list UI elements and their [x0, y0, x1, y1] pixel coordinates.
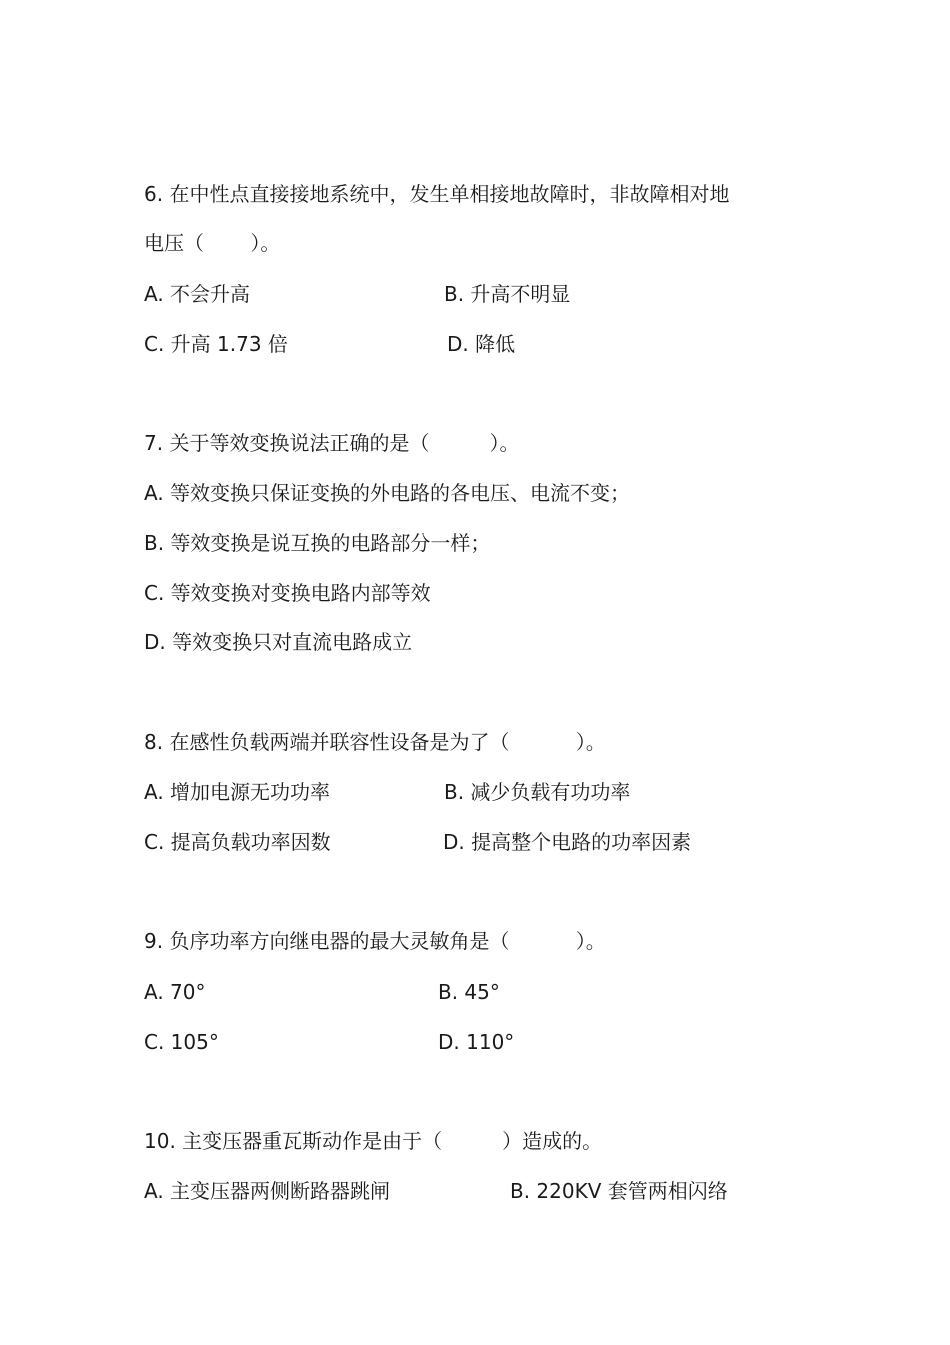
question-6-option-c: C. 升高 1.73 倍 [144, 332, 288, 356]
question-9-option-d: D. 110° [438, 1030, 515, 1054]
question-8-stem: 8. 在感性负载两端并联容性设备是为了（ ）。 [144, 730, 606, 754]
question-8-option-a: A. 增加电源无功功率 [144, 780, 331, 804]
question-6-option-d: D. 降低 [447, 332, 516, 356]
question-8-option-d: D. 提高整个电路的功率因素 [443, 830, 692, 854]
question-8-option-b: B. 减少负载有功功率 [444, 780, 631, 804]
question-7-option-c: C. 等效变换对变换电路内部等效 [144, 581, 431, 605]
question-10-stem: 10. 主变压器重瓦斯动作是由于（ ）造成的。 [144, 1129, 603, 1153]
question-10-option-b: B. 220KV 套管两相闪络 [510, 1179, 728, 1203]
question-10-option-a: A. 主变压器两侧断路器跳闸 [144, 1179, 391, 1203]
question-6-option-a: A. 不会升高 [144, 282, 251, 306]
question-6-stem-line2: 电压（ ）。 [144, 231, 281, 255]
question-9-option-b: B. 45° [438, 980, 500, 1004]
question-8-option-c: C. 提高负载功率因数 [144, 830, 331, 854]
question-7-stem: 7. 关于等效变换说法正确的是（ ）。 [144, 431, 520, 455]
question-9-option-c: C. 105° [144, 1030, 219, 1054]
question-7-option-d: D. 等效变换只对直流电路成立 [144, 630, 413, 654]
question-7-option-a: A. 等效变换只保证变换的外电路的各电压、电流不变； [144, 481, 631, 505]
question-7-option-b: B. 等效变换是说互换的电路部分一样； [144, 531, 491, 555]
question-6-option-b: B. 升高不明显 [444, 282, 571, 306]
question-6-stem-line1: 6. 在中性点直接接地系统中，发生单相接地故障时，非故障相对地 [144, 182, 730, 206]
question-9-stem: 9. 负序功率方向继电器的最大灵敏角是（ ）。 [144, 929, 606, 953]
question-9-option-a: A. 70° [144, 980, 206, 1004]
